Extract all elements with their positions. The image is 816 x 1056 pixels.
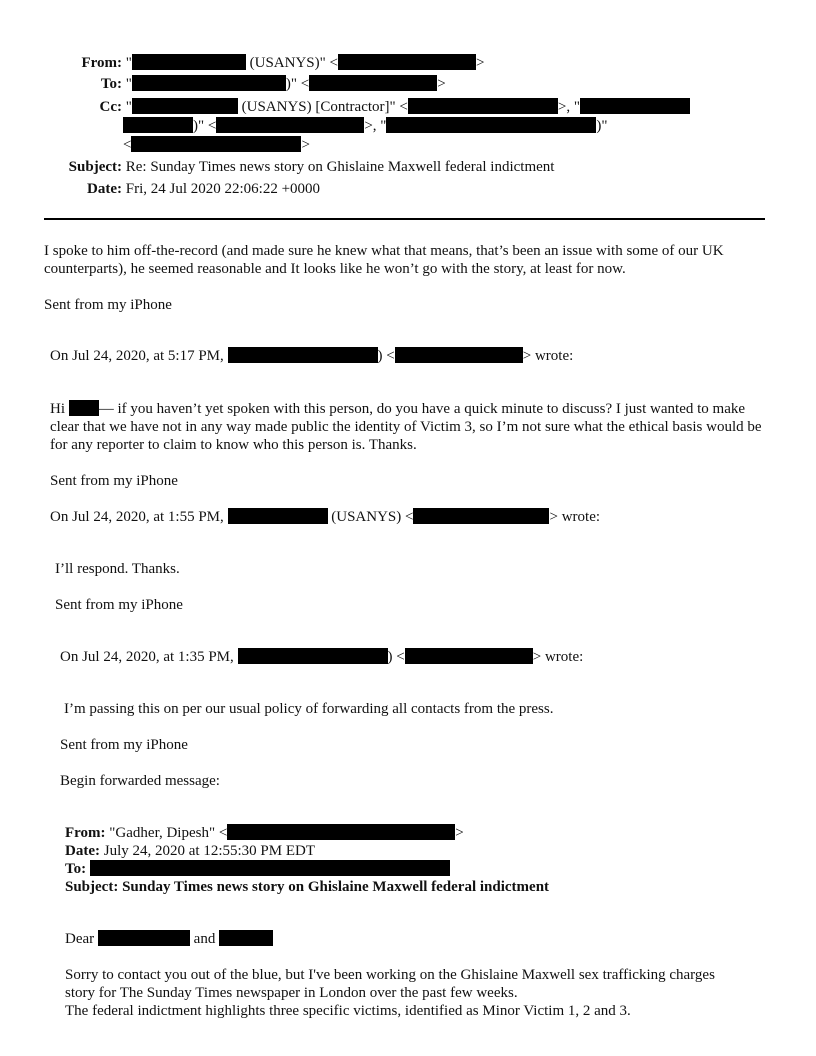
attribution-mid: (USANYS) < <box>327 509 414 525</box>
attribution-prefix: On Jul 24, 2020, at 1:55 PM, <box>50 509 228 525</box>
header-cc-row-2 <box>123 117 608 135</box>
attribution-suffix: > wrote: <box>532 649 584 665</box>
cc-sep: >, " <box>557 99 580 115</box>
attribution-suffix: > wrote: <box>549 509 601 525</box>
attribution-mid: ) < <box>387 649 405 665</box>
redaction-box <box>395 347 523 363</box>
cc-open: < <box>123 137 132 153</box>
fwd-to-label: To: <box>65 861 87 877</box>
forwarded-notice: Begin forwarded message: <box>60 773 220 789</box>
subject-value: Re: Sunday Times news story on Ghislaine Maxwell federal indictment <box>125 159 555 175</box>
quote-signature: Sent from my iPhone <box>55 597 183 613</box>
fwd-date-label: Date: <box>65 843 100 859</box>
fwd-subject-label: Subject: <box>65 879 119 895</box>
quote-body: I’m passing this on per our usual policy of forwarding all contacts from the press. <box>64 701 554 717</box>
header-date-row <box>0 180 320 198</box>
quote-attribution <box>50 347 573 365</box>
redaction-box <box>132 75 286 91</box>
from-close: > <box>475 55 485 71</box>
forwarded-from-row <box>65 824 464 842</box>
attribution-mid: ) < <box>377 348 395 364</box>
attribution-prefix: On Jul 24, 2020, at 1:35 PM, <box>60 649 238 665</box>
date-label: Date: <box>87 181 122 197</box>
cc-mid: )" <box>596 118 608 134</box>
redaction-box <box>132 54 246 70</box>
forwarded-to-row <box>65 860 450 878</box>
redaction-box <box>309 75 437 91</box>
redaction-box <box>90 860 450 876</box>
redaction-box <box>238 648 388 664</box>
fwd-subject-value: Sunday Times news story on Ghislaine Maxwell federal indictment <box>122 879 550 895</box>
from-org: (USANYS)" < <box>245 55 338 71</box>
redaction-box <box>132 98 238 114</box>
redaction-box <box>580 98 690 114</box>
from-quote: " <box>125 55 132 71</box>
greeting: Hi <box>50 401 69 417</box>
header-to-row <box>0 75 446 93</box>
fwd-from-close: > <box>455 825 464 841</box>
cc-quote: " <box>125 99 132 115</box>
redaction-box <box>413 508 549 524</box>
cc-sep: >, " <box>364 118 387 134</box>
forwarded-greeting <box>65 930 273 948</box>
header-cc-row-3 <box>123 136 310 154</box>
redaction-box <box>98 930 190 946</box>
quote-attribution <box>60 648 583 666</box>
cc-close: > <box>301 137 310 153</box>
redaction-box <box>228 347 378 363</box>
redaction-box <box>338 54 476 70</box>
fwd-date-value: July 24, 2020 at 12:55:30 PM EDT <box>103 843 315 859</box>
quote-attribution <box>50 508 600 526</box>
redaction-box <box>216 117 364 133</box>
fwd-from-label: From: <box>65 825 106 841</box>
redaction-box <box>386 117 596 133</box>
forwarded-date-row <box>65 842 315 860</box>
quote-body <box>50 400 770 454</box>
header-from-row <box>0 54 484 72</box>
header-subject-row <box>0 158 554 176</box>
redaction-box <box>219 930 273 946</box>
cc-org: (USANYS) [Contractor]" < <box>237 99 408 115</box>
quote-signature: Sent from my iPhone <box>50 473 178 489</box>
forwarded-subject-row <box>65 878 549 896</box>
forwarded-paragraph: Sorry to contact you out of the blue, but I've been working on the Ghislaine Maxwell sex trafficking charges story for The Sunday Times newspaper in London over the past few weeks. <box>65 967 715 1001</box>
redaction-box <box>227 824 455 840</box>
redaction-box <box>123 117 193 133</box>
quote-body-text: — if you haven’t yet spoken with this person, do you have a quick minute to discuss? I just wanted to make clear that we have not in any way made public the identity of Victim 3, so I’m not sure what the ethical basis would be for any reporter to claim to know who this person is. Thanks. <box>50 401 762 453</box>
from-label: From: <box>81 55 122 71</box>
and-text: and <box>189 931 220 947</box>
header-cc-row <box>0 98 690 116</box>
date-value: Fri, 24 Jul 2020 22:06:22 +0000 <box>125 181 321 197</box>
quote-body: I’ll respond. Thanks. <box>55 561 180 577</box>
redaction-box <box>69 400 99 416</box>
redaction-box <box>228 508 328 524</box>
forwarded-paragraph: The federal indictment highlights three specific victims, identified as Minor Victim 1, 2 and 3. <box>65 1003 631 1019</box>
cc-label: Cc: <box>99 99 122 115</box>
cc-mid: )" < <box>193 118 217 134</box>
to-close: > <box>437 76 446 92</box>
fwd-from-value: "Gadher, Dipesh" < <box>109 825 228 841</box>
header-divider <box>44 218 765 220</box>
reply-signature: Sent from my iPhone <box>44 297 172 313</box>
dear-text: Dear <box>65 931 98 947</box>
attribution-suffix: > wrote: <box>522 348 574 364</box>
quote-signature: Sent from my iPhone <box>60 737 188 753</box>
to-mid: )" < <box>285 76 310 92</box>
reply-body: I spoke to him off-the-record (and made sure he knew what that means, that’s been an issue with some of our UK counterparts), he seemed reasonable and It looks like he won’t go with the story, at least for now. <box>44 243 724 277</box>
redaction-box <box>405 648 533 664</box>
to-quote: " <box>125 76 132 92</box>
redaction-box <box>408 98 558 114</box>
redaction-box <box>131 136 301 152</box>
attribution-prefix: On Jul 24, 2020, at 5:17 PM, <box>50 348 228 364</box>
subject-label: Subject: <box>68 159 122 175</box>
to-label: To: <box>100 76 122 92</box>
